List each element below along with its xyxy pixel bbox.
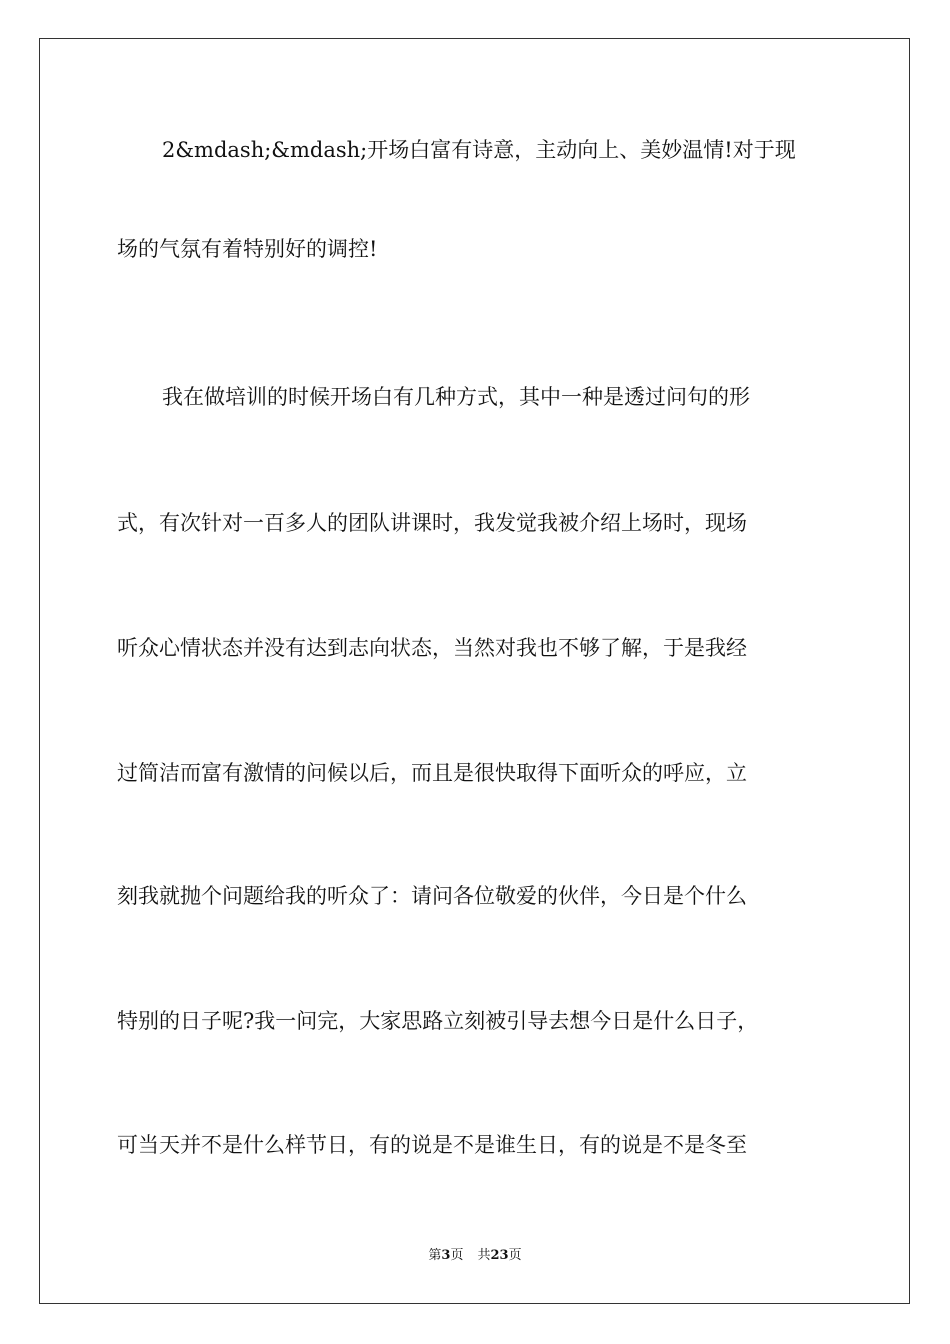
- text-line-4: 式，有次针对一百多人的团队讲课时，我发觉我被介绍上场时，现场: [117, 511, 747, 535]
- page-prefix: 第: [428, 1248, 442, 1263]
- text-line-2: 场的气氛有着特别好的调控!: [117, 237, 378, 261]
- page-footer: [0, 1247, 950, 1265]
- total-prefix: 共: [477, 1248, 491, 1263]
- total-suffix: 页: [508, 1248, 522, 1263]
- page-suffix: 页: [450, 1248, 464, 1263]
- page-border: [39, 38, 910, 1304]
- total-pages: 23: [490, 1248, 509, 1263]
- text-line-3: 我在做培训的时候开场白有几种方式，其中一种是透过问句的形: [162, 385, 750, 409]
- page-number: 3: [441, 1248, 451, 1263]
- text-line-1: 2&mdash;&mdash;开场白富有诗意，主动向上、美妙温情!对于现: [162, 138, 796, 162]
- text-line-6: 过简洁而富有激情的问候以后，而且是很快取得下面听众的呼应，立: [117, 761, 747, 785]
- text-line-9: 可当天并不是什么样节日，有的说是不是谁生日，有的说是不是冬至: [117, 1133, 747, 1157]
- text-line-7: 刻我就抛个问题给我的听众了：请问各位敬爱的伙伴，今日是个什么: [117, 884, 747, 908]
- text-line-5: 听众心情状态并没有达到志向状态，当然对我也不够了解，于是我经: [117, 636, 747, 660]
- text-line-8: 特别的日子呢?我一问完，大家思路立刻被引导去想今日是什么日子，: [117, 1009, 759, 1033]
